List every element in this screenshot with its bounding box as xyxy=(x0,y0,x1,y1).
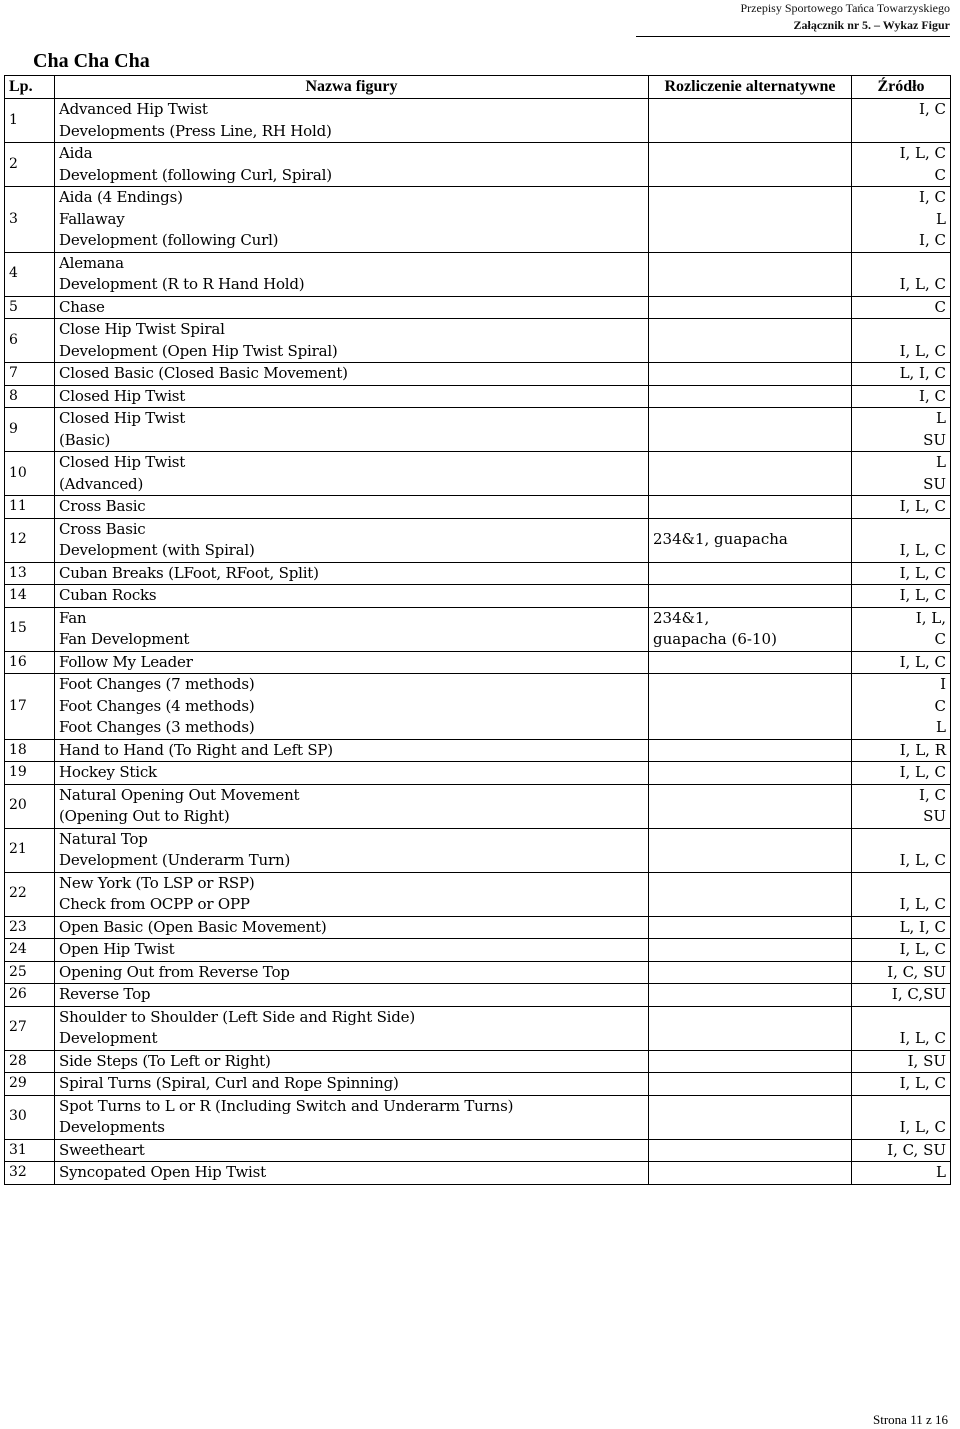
figure-name xyxy=(55,496,649,519)
column-header-figure-name: Nazwa figury xyxy=(55,76,649,99)
figure-source-line: I, L, C xyxy=(899,144,946,162)
figure-name-line: Developments (Press Line, RH Hold) xyxy=(59,121,332,140)
figure-name-line: Natural Opening Out Movement xyxy=(59,785,300,804)
alternative-count xyxy=(649,984,852,1007)
figure-source-line: SU xyxy=(923,430,946,449)
figure-name xyxy=(55,762,649,785)
alternative-count-line: 234&1, xyxy=(653,608,710,627)
figure-source xyxy=(852,961,951,984)
figure-name-line: Foot Changes (4 methods) xyxy=(59,696,255,715)
figure-name-line: Closed Hip Twist xyxy=(59,409,186,427)
figure-name-line: Shoulder to Shoulder (Left Side and Right Side) xyxy=(59,1007,415,1026)
alternative-count xyxy=(649,496,852,519)
figure-source-line: L, I, C xyxy=(899,364,946,382)
row-number: 6 xyxy=(5,319,55,363)
alternative-count xyxy=(649,762,852,785)
figure-source-line xyxy=(856,253,946,275)
alternative-count xyxy=(649,607,852,651)
figure-source-line xyxy=(856,873,946,895)
figure-name-line: Opening Out from Reverse Top xyxy=(59,962,290,981)
alternative-count xyxy=(649,363,852,386)
figure-name-line: Hand to Hand (To Right and Left SP) xyxy=(59,740,333,759)
figure-name xyxy=(55,1050,649,1073)
page-number: Strona 11 z 16 xyxy=(873,1412,948,1427)
figure-name-line: New York (To LSP or RSP) xyxy=(59,873,255,892)
figure-name-line: Closed Basic (Closed Basic Movement) xyxy=(59,364,348,382)
row-number: 18 xyxy=(5,739,55,762)
figure-source-line: I, L, xyxy=(915,608,946,627)
table-row xyxy=(5,1162,951,1185)
figure-source-line: I, L, C xyxy=(899,1029,946,1047)
figure-source-line: I, L, C xyxy=(899,563,946,582)
figure-source-line: I xyxy=(940,675,946,693)
figure-source xyxy=(852,784,951,828)
alternative-count xyxy=(649,1139,852,1162)
table-row xyxy=(5,961,951,984)
alternative-count xyxy=(649,1073,852,1096)
row-number: 5 xyxy=(5,296,55,319)
figure-source xyxy=(852,252,951,296)
figure-source xyxy=(852,762,951,785)
figure-name-line: Cross Basic xyxy=(59,497,146,515)
alternative-count xyxy=(649,939,852,962)
row-number: 1 xyxy=(5,99,55,143)
table-row xyxy=(5,1095,951,1139)
figure-source-line: I, L, C xyxy=(899,497,946,515)
alternative-count xyxy=(649,961,852,984)
figure-source xyxy=(852,452,951,496)
figure-source-line: I, L, C xyxy=(899,1074,946,1092)
table-row xyxy=(5,1139,951,1162)
row-number: 22 xyxy=(5,872,55,916)
table-row xyxy=(5,496,951,519)
table-row xyxy=(5,562,951,585)
figure-source-line xyxy=(856,1096,946,1118)
row-number: 4 xyxy=(5,252,55,296)
figure-name-line: Aida xyxy=(59,144,93,162)
figure-name xyxy=(55,739,649,762)
table-header-row xyxy=(5,76,951,99)
figure-name xyxy=(55,961,649,984)
figure-source-line xyxy=(856,1007,946,1029)
figure-source xyxy=(852,651,951,674)
row-number: 20 xyxy=(5,784,55,828)
row-number: 23 xyxy=(5,916,55,939)
column-header-alternative-count: Rozliczenie alternatywne xyxy=(649,76,852,99)
table-row xyxy=(5,651,951,674)
figure-name-line: Cross Basic xyxy=(59,519,146,538)
table-row xyxy=(5,784,951,828)
figure-name-line: Closed Hip Twist xyxy=(59,386,186,405)
table-row xyxy=(5,762,951,785)
figure-source xyxy=(852,319,951,363)
figure-source-line: I, C xyxy=(919,386,946,405)
section-title: Cha Cha Cha xyxy=(33,50,150,72)
figure-source-line: I, C xyxy=(919,188,946,206)
table-row xyxy=(5,939,951,962)
row-number: 30 xyxy=(5,1095,55,1139)
row-number: 26 xyxy=(5,984,55,1007)
figure-name-line: Reverse Top xyxy=(59,985,151,1003)
figure-source xyxy=(852,143,951,187)
figure-source-line: SU xyxy=(923,807,946,825)
alternative-count xyxy=(649,1050,852,1073)
figure-name-line: Developments xyxy=(59,1118,165,1136)
figure-source xyxy=(852,872,951,916)
figure-source-line: I, C xyxy=(919,231,946,249)
figure-source xyxy=(852,496,951,519)
figure-name-line: Development (following Curl) xyxy=(59,231,279,249)
figure-source xyxy=(852,674,951,740)
figure-name xyxy=(55,1006,649,1050)
table-row xyxy=(5,916,951,939)
row-number: 28 xyxy=(5,1050,55,1073)
figure-name-line: Fan xyxy=(59,608,87,627)
row-number: 7 xyxy=(5,363,55,386)
alternative-count xyxy=(649,296,852,319)
figure-source-line: L xyxy=(936,209,946,228)
figure-source-line: I, L, C xyxy=(899,586,946,604)
figure-source xyxy=(852,99,951,143)
figure-source xyxy=(852,1073,951,1096)
table-row xyxy=(5,363,951,386)
figure-name xyxy=(55,585,649,608)
figure-name-line: (Advanced) xyxy=(59,474,144,493)
row-number: 19 xyxy=(5,762,55,785)
figure-name xyxy=(55,363,649,386)
figure-name xyxy=(55,408,649,452)
figure-name xyxy=(55,99,649,143)
figure-source-line: C xyxy=(934,165,946,184)
figure-name-line: Sweetheart xyxy=(59,1140,145,1159)
table-row xyxy=(5,607,951,651)
figure-name-line: Check from OCPP or OPP xyxy=(59,895,250,913)
alternative-count xyxy=(649,187,852,253)
row-number: 31 xyxy=(5,1139,55,1162)
figure-name xyxy=(55,939,649,962)
figure-source xyxy=(852,585,951,608)
alternative-count xyxy=(649,518,852,562)
header-subtitle: Załącznik nr 5. – Wykaz Figur xyxy=(793,18,950,32)
figure-name xyxy=(55,385,649,408)
figure-source xyxy=(852,1162,951,1185)
table-row xyxy=(5,1006,951,1050)
table-row xyxy=(5,408,951,452)
alternative-count xyxy=(649,1006,852,1050)
row-number: 14 xyxy=(5,585,55,608)
figure-name xyxy=(55,319,649,363)
row-number: 32 xyxy=(5,1162,55,1185)
header-title: Przepisy Sportowego Tańca Towarzyskiego xyxy=(740,1,950,15)
figure-source xyxy=(852,408,951,452)
figure-source xyxy=(852,984,951,1007)
column-header-lp: Lp. xyxy=(5,76,55,99)
row-number: 3 xyxy=(5,187,55,253)
alternative-count xyxy=(649,252,852,296)
figure-source-line: I, L, C xyxy=(899,275,946,293)
figure-source-line: I, L, C xyxy=(899,341,946,360)
figure-source xyxy=(852,187,951,253)
row-number: 9 xyxy=(5,408,55,452)
alternative-count xyxy=(649,739,852,762)
alternative-count xyxy=(649,585,852,608)
row-number: 16 xyxy=(5,651,55,674)
figure-name-line: Open Basic (Open Basic Movement) xyxy=(59,917,327,936)
figure-name-line: Syncopated Open Hip Twist xyxy=(59,1163,266,1181)
table-row xyxy=(5,1073,951,1096)
row-number: 15 xyxy=(5,607,55,651)
figure-name xyxy=(55,1139,649,1162)
figure-source-line: I, C xyxy=(919,785,946,804)
figure-source xyxy=(852,1050,951,1073)
figure-source-line: I, L, C xyxy=(899,851,946,869)
alternative-count xyxy=(649,452,852,496)
figure-source-line: I, C,SU xyxy=(891,985,946,1003)
figure-name xyxy=(55,296,649,319)
table-row xyxy=(5,585,951,608)
table-row xyxy=(5,872,951,916)
figure-name xyxy=(55,1162,649,1185)
row-number: 27 xyxy=(5,1006,55,1050)
figure-name xyxy=(55,984,649,1007)
figure-name-line: Open Hip Twist xyxy=(59,940,175,958)
figure-name-line: Fan Development xyxy=(59,630,190,648)
figure-source xyxy=(852,739,951,762)
figure-name-line: Cuban Rocks xyxy=(59,586,157,604)
figure-name-line: Close Hip Twist Spiral xyxy=(59,320,225,338)
row-number: 8 xyxy=(5,385,55,408)
table-row xyxy=(5,99,951,143)
row-number: 13 xyxy=(5,562,55,585)
figure-name xyxy=(55,828,649,872)
figure-source xyxy=(852,385,951,408)
figure-name xyxy=(55,607,649,651)
table-row xyxy=(5,143,951,187)
alternative-count xyxy=(649,143,852,187)
row-number: 12 xyxy=(5,518,55,562)
figure-source-line: C xyxy=(934,297,946,316)
figure-source xyxy=(852,363,951,386)
figure-name xyxy=(55,916,649,939)
figure-name xyxy=(55,452,649,496)
row-number: 29 xyxy=(5,1073,55,1096)
figure-name-line: Side Steps (To Left or Right) xyxy=(59,1051,271,1070)
figure-source-line: C xyxy=(934,630,946,648)
alternative-count xyxy=(649,1162,852,1185)
figure-name xyxy=(55,674,649,740)
row-number: 25 xyxy=(5,961,55,984)
alternative-count-line: guapacha (6-10) xyxy=(653,630,777,648)
row-number: 24 xyxy=(5,939,55,962)
figure-source xyxy=(852,607,951,651)
figure-name xyxy=(55,518,649,562)
figure-name-line: Development (Underarm Turn) xyxy=(59,851,291,869)
row-number: 2 xyxy=(5,143,55,187)
figure-name xyxy=(55,143,649,187)
table-row xyxy=(5,296,951,319)
alternative-count-line: 234&1, guapacha xyxy=(653,530,788,549)
alternative-count xyxy=(649,408,852,452)
alternative-count xyxy=(649,872,852,916)
figure-source-line: I, C, SU xyxy=(887,1140,946,1159)
figure-name-line: Alemana xyxy=(59,253,124,272)
figure-source xyxy=(852,562,951,585)
figure-source xyxy=(852,296,951,319)
figure-source xyxy=(852,518,951,562)
figure-name-line: Closed Hip Twist xyxy=(59,453,186,471)
figure-source-line: I, L, C xyxy=(899,940,946,958)
figure-source-line: I, L, C xyxy=(899,895,946,913)
figure-name-line: Natural Top xyxy=(59,829,148,848)
alternative-count xyxy=(649,99,852,143)
figure-name xyxy=(55,252,649,296)
figure-source-line: I, L, C xyxy=(899,652,946,671)
table-row xyxy=(5,385,951,408)
alternative-count xyxy=(649,1095,852,1139)
figure-source-line: I, L, C xyxy=(899,541,946,559)
figure-source-line: I, C xyxy=(919,100,946,118)
figure-source xyxy=(852,1006,951,1050)
figure-name-line: Hockey Stick xyxy=(59,763,157,781)
figure-source-line: I, L, C xyxy=(899,763,946,781)
alternative-count xyxy=(649,651,852,674)
figure-name-line: Follow My Leader xyxy=(59,652,193,671)
figure-source-line: I, L, R xyxy=(899,740,946,759)
row-number: 21 xyxy=(5,828,55,872)
figure-source xyxy=(852,1139,951,1162)
header-rule xyxy=(636,36,950,37)
alternative-count xyxy=(649,784,852,828)
table-row xyxy=(5,674,951,740)
figure-name-line: Chase xyxy=(59,297,105,316)
table-row xyxy=(5,187,951,253)
figure-name xyxy=(55,187,649,253)
figure-name xyxy=(55,562,649,585)
alternative-count xyxy=(649,562,852,585)
figure-source-line: I, SU xyxy=(907,1051,946,1070)
figure-source-line: L xyxy=(936,453,946,471)
figure-name-line: Development (R to R Hand Hold) xyxy=(59,275,305,293)
figure-source-line: L xyxy=(936,718,946,736)
row-number: 10 xyxy=(5,452,55,496)
figure-source-line xyxy=(856,319,946,341)
figure-name-line: Advanced Hip Twist xyxy=(59,100,208,118)
running-header xyxy=(630,0,950,34)
table-row xyxy=(5,452,951,496)
figures-table xyxy=(4,75,951,1185)
figure-source-line: C xyxy=(934,696,946,715)
figure-source xyxy=(852,1095,951,1139)
figure-source-line xyxy=(856,829,946,851)
column-header-source: Źródło xyxy=(852,76,951,99)
figure-name xyxy=(55,784,649,828)
table-row xyxy=(5,828,951,872)
figure-name-line: Spot Turns to L or R (Including Switch and Underarm Turns) xyxy=(59,1096,514,1115)
alternative-count xyxy=(649,385,852,408)
figure-source-line: I, L, C xyxy=(899,1118,946,1136)
figure-source-line: L xyxy=(936,1163,946,1181)
alternative-count xyxy=(649,319,852,363)
alternative-count xyxy=(649,828,852,872)
figure-source-line: L, I, C xyxy=(899,917,946,936)
figure-name xyxy=(55,651,649,674)
table-row xyxy=(5,319,951,363)
figure-source-line: L xyxy=(936,409,946,427)
row-number: 11 xyxy=(5,496,55,519)
alternative-count xyxy=(649,916,852,939)
table-row xyxy=(5,252,951,296)
figure-source xyxy=(852,939,951,962)
figure-name-line: (Opening Out to Right) xyxy=(59,807,230,825)
figure-name-line: Development xyxy=(59,1029,158,1047)
figure-name-line: Spiral Turns (Spiral, Curl and Rope Spinning) xyxy=(59,1074,399,1092)
figure-name-line: Development (following Curl, Spiral) xyxy=(59,165,332,184)
figure-name-line: Aida (4 Endings) xyxy=(59,188,183,206)
figure-name-line: Foot Changes (7 methods) xyxy=(59,675,255,693)
figure-source-line xyxy=(856,519,946,541)
table-row xyxy=(5,739,951,762)
table-row xyxy=(5,1050,951,1073)
alternative-count xyxy=(649,674,852,740)
figure-name-line: Foot Changes (3 methods) xyxy=(59,718,255,736)
table-row xyxy=(5,518,951,562)
figure-name xyxy=(55,1073,649,1096)
figure-name-line: Development (with Spiral) xyxy=(59,541,255,559)
figure-source-line: I, C, SU xyxy=(887,962,946,981)
figure-name-line: Development (Open Hip Twist Spiral) xyxy=(59,341,338,360)
figure-source xyxy=(852,916,951,939)
figure-source xyxy=(852,828,951,872)
table-body xyxy=(5,99,951,1185)
figure-name-line: (Basic) xyxy=(59,430,111,449)
figure-source-line: SU xyxy=(923,474,946,493)
figure-name xyxy=(55,872,649,916)
figure-name xyxy=(55,1095,649,1139)
figure-name-line: Cuban Breaks (LFoot, RFoot, Split) xyxy=(59,563,319,582)
row-number: 17 xyxy=(5,674,55,740)
table-row xyxy=(5,984,951,1007)
figure-name-line: Fallaway xyxy=(59,209,125,228)
